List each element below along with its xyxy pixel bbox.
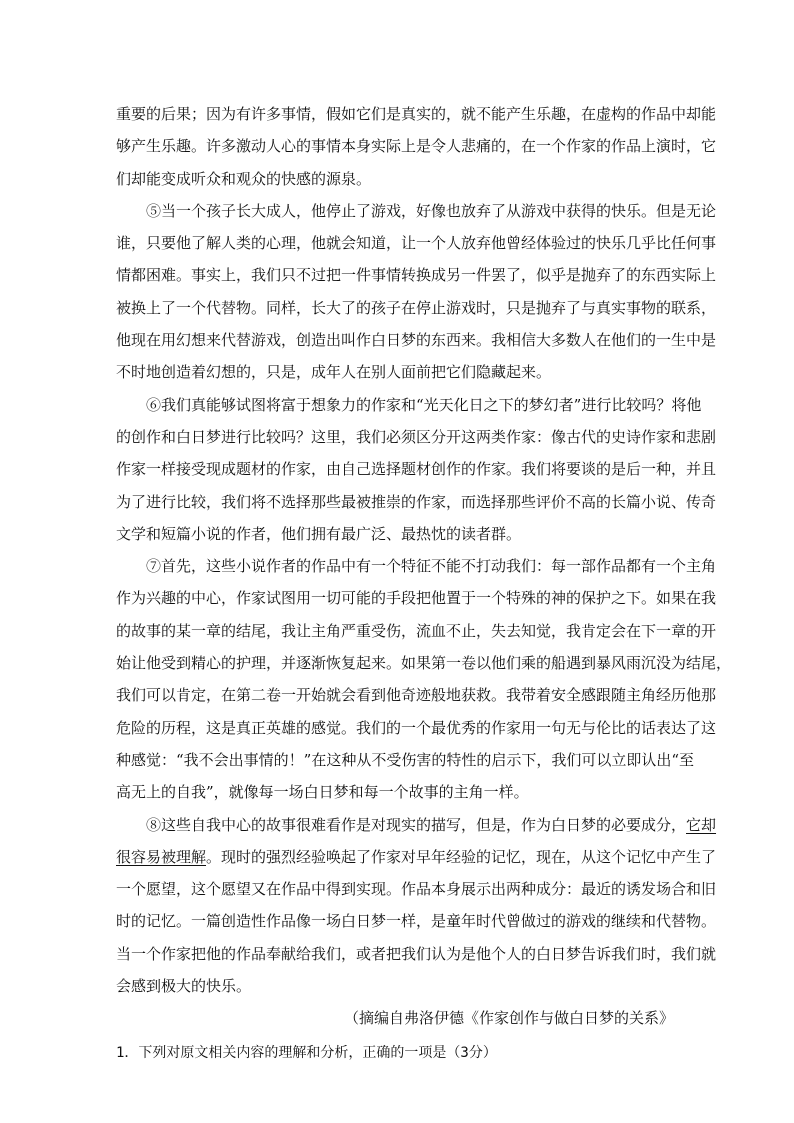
text-line: 的故事的某一章的结尾，我让主角严重受伤，流血不止，失去知觉，我肯定会在下一章的开 bbox=[116, 621, 717, 640]
text-span: ⑧这些自我中心的故事很难看作是对现实的描写，但是，作为白日梦的必要成分， bbox=[146, 815, 687, 834]
text-line: 不时地创造着幻想的，只是，成年人在别人面前把它们隐藏起来。 bbox=[116, 363, 552, 382]
text-line: 们却能变成听众和观众的快感的源泉。 bbox=[116, 169, 372, 188]
text-line: 当一个作家把他的作品奉献给我们，或者把我们认为是他个人的白日梦告诉我们时，我们就 bbox=[116, 944, 717, 963]
text-line: 时的记忆。一篇创造性作品像一场白日梦一样，是童年时代曾做过的游戏的继续和代替物。 bbox=[116, 912, 717, 931]
text-line: 一个愿望，这个愿望又在作品中得到实现。作品本身展示出两种成分：最近的诱发场合和旧 bbox=[116, 880, 717, 899]
underlined-phrase: 很容易被理解 bbox=[116, 847, 207, 866]
paragraph-7-line: ⑦首先，这些小说作者的作品中有一个特征不能不打动我们：每一部作品都有一个主角 bbox=[146, 557, 717, 576]
paragraph-8-line bbox=[116, 809, 717, 841]
text-line: 种感觉：“我不会出事情的！”在这种从不受伤害的特性的启示下，我们可以立即认出“至 bbox=[116, 750, 695, 769]
essay-text bbox=[116, 98, 732, 1069]
underlined-phrase: 它却 bbox=[686, 815, 717, 834]
text-line: 为了进行比较，我们将不选择那些最被推崇的作家，而选择那些评价不高的长篇小说、传奇 bbox=[116, 492, 717, 511]
text-line: 始让他受到精心的护理，并逐渐恢复起来。如果第一卷以他们乘的船遇到暴风雨沉没为结尾， bbox=[116, 654, 732, 673]
text-line: 我们可以肯定，在第二卷一开始就会看到他奇迹般地获救。我带着安全感跟随主角经历他那 bbox=[116, 686, 717, 705]
text-line: 重要的后果；因为有许多事情，假如它们是真实的，就不能产生乐趣，在虚构的作品中却能 bbox=[116, 105, 717, 123]
question-1: 1．下列对原文相关内容的理解和分析，正确的一项是（3分） bbox=[116, 1044, 497, 1061]
text-line: 的创作和白日梦进行比较吗？这里，我们必须区分开这两类作家：像古代的史诗作家和悲剧 bbox=[116, 427, 717, 446]
text-line: 够产生乐趣。许多激动人心的事情本身实际上是令人悲痛的，在一个作家的作品上演时，它 bbox=[116, 137, 717, 156]
text-line: 会感到极大的快乐。 bbox=[116, 977, 252, 996]
source-citation: （摘编自弗洛伊德《作家创作与做白日梦的关系》 bbox=[343, 1009, 674, 1028]
text-line: 高无上的自我”，就像每一场白日梦和每一个故事的主角一样。 bbox=[116, 783, 529, 802]
text-line: 被换上了一个代替物。同样，长大了的孩子在停止游戏时，只是抛弃了与真实事物的联系， bbox=[116, 298, 717, 317]
text-line: 谁，只要他了解人类的心理，他就会知道，让一个人放弃他曾经体验过的快乐几乎比任何事 bbox=[116, 234, 717, 253]
text-line: 文学和短篇小说的作者，他们拥有最广泛、最热忱的读者群。 bbox=[116, 524, 522, 543]
text-line: 危险的历程，这是真正英雄的感觉。我们的一个最优秀的作家用一句无与伦比的话表达了这 bbox=[116, 718, 717, 737]
text-line: 作为兴趣的中心，作家试图用一切可能的手段把他置于一个特殊的神的保护之下。如果在我 bbox=[116, 589, 717, 608]
text-span: 。现时的强烈经验唤起了作家对早年经验的记忆，现在，从这个记忆中产生了 bbox=[206, 847, 717, 866]
text-line: 情都困难。事实上，我们只不过把一件事情转换成另一件罢了，似乎是抛弃了的东西实际上 bbox=[116, 266, 717, 285]
text-line bbox=[116, 841, 717, 873]
paragraph-6-line: ⑥我们真能够试图将富于想象力的作家和“光天化日之下的梦幻者”进行比较吗？将他 bbox=[146, 395, 702, 414]
paragraph-5-line: ⑤当一个孩子长大成人，他停止了游戏，好像也放弃了从游戏中获得的快乐。但是无论 bbox=[146, 201, 717, 220]
text-line: 他现在用幻想来代替游戏，创造出叫作白日梦的东西来。我相信大多数人在他们的一生中是 bbox=[116, 331, 717, 350]
text-line: 作家一样接受现成题材的作家，由自己选择题材创作的作家。我们将要谈的是后一种，并且 bbox=[116, 460, 717, 479]
